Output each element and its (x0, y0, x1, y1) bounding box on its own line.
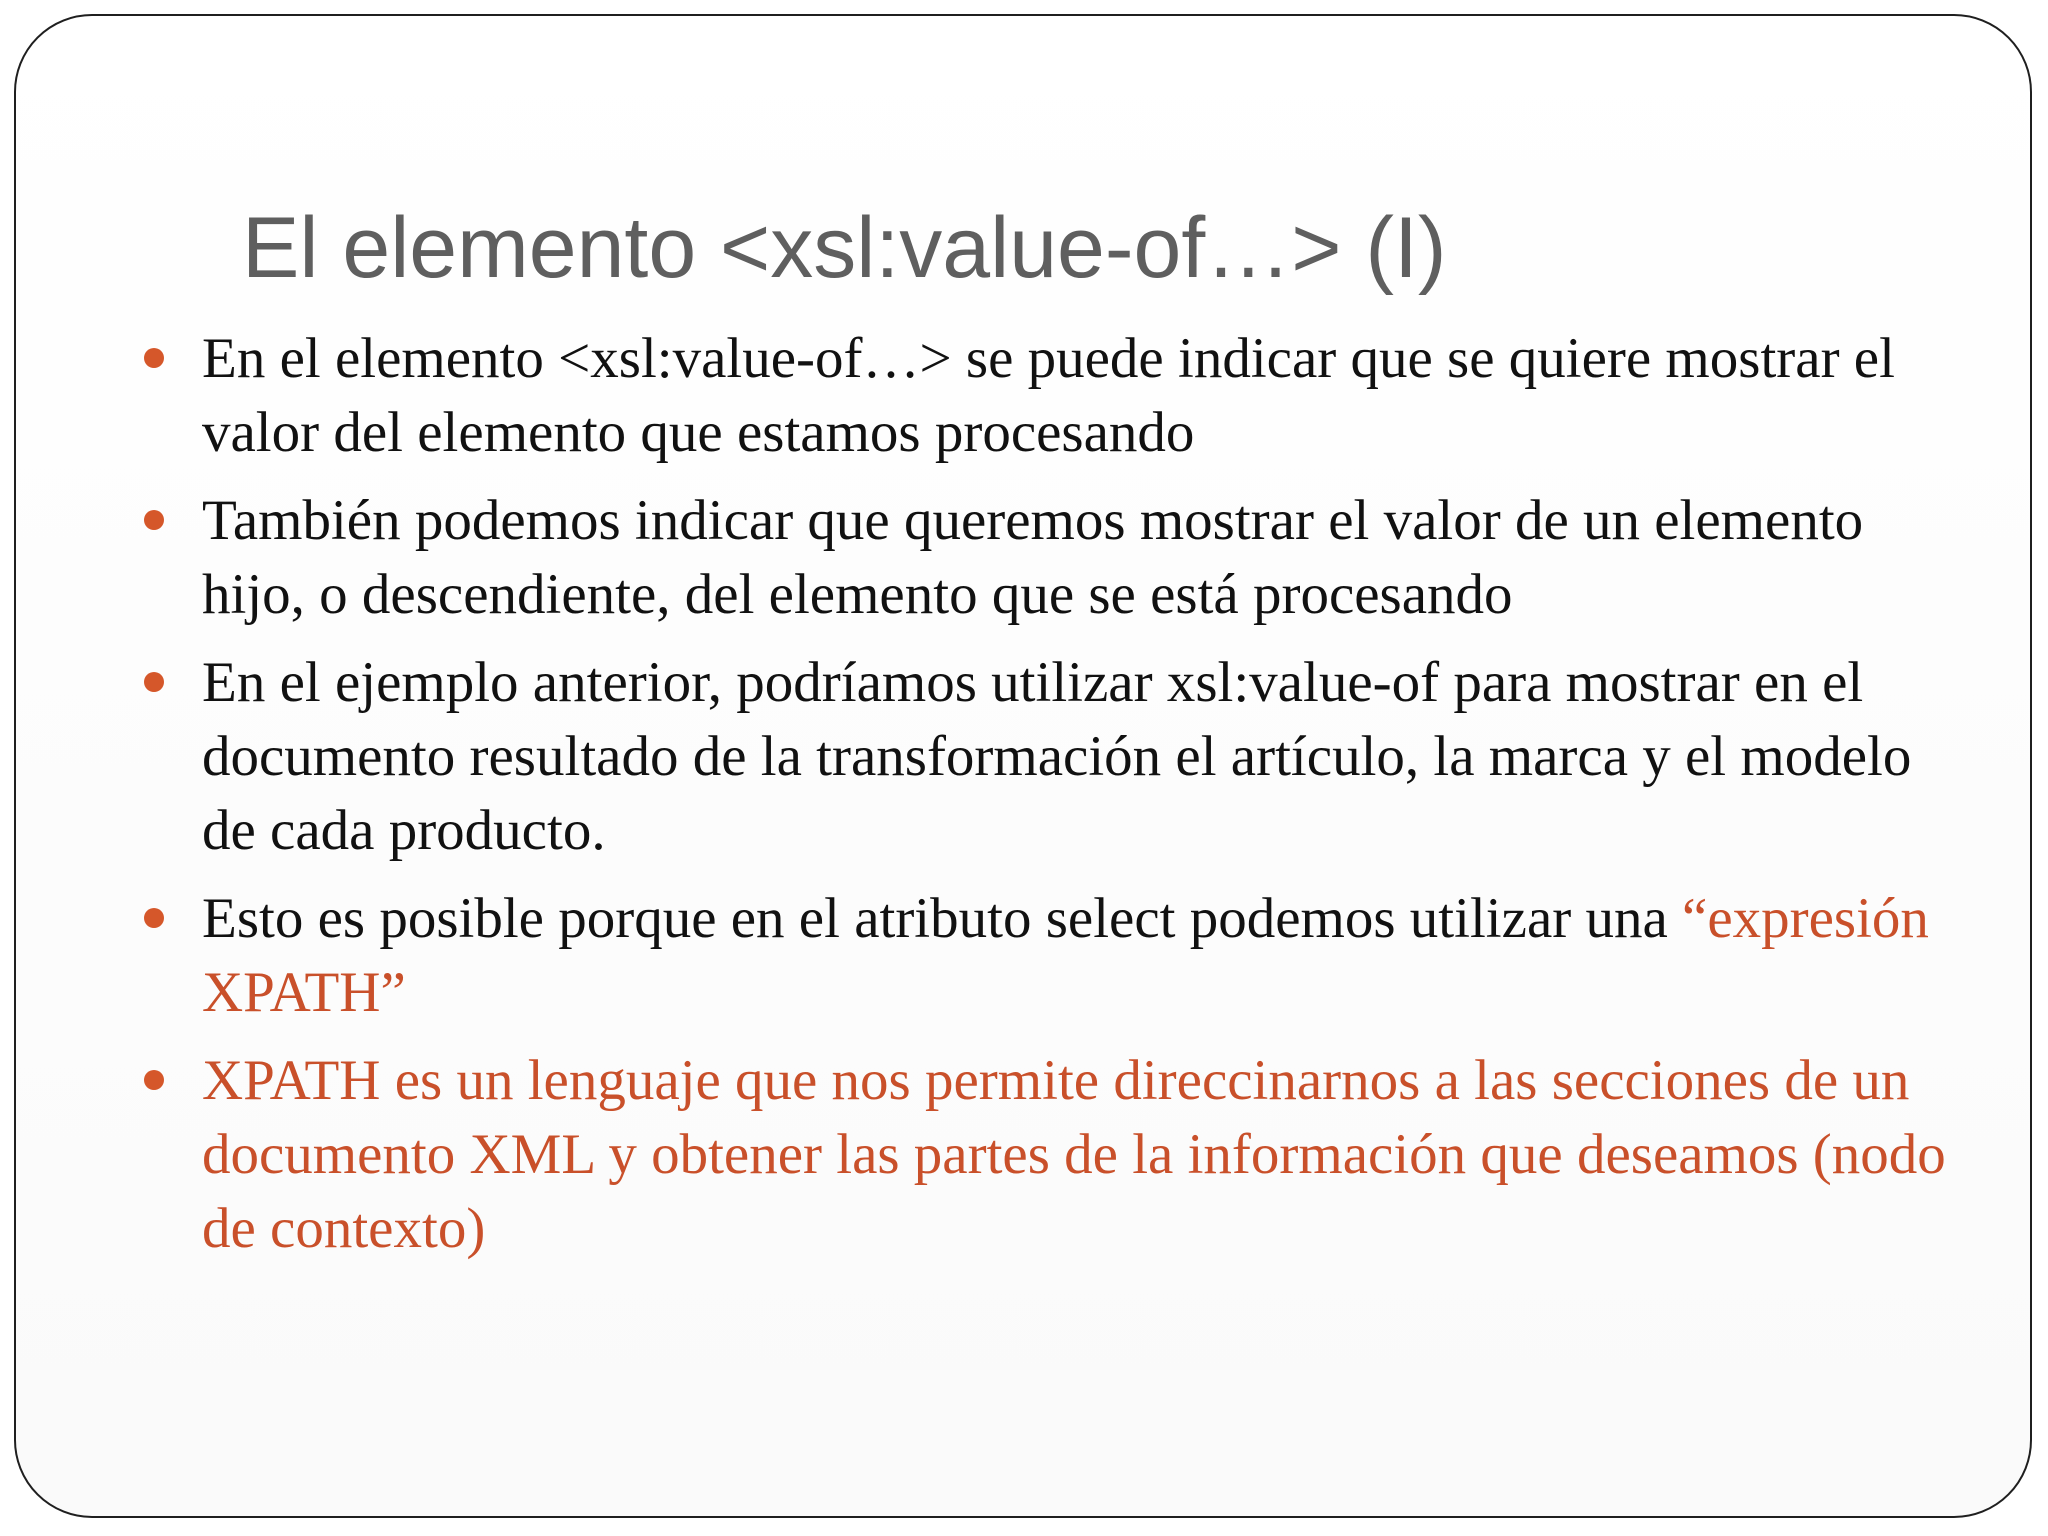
bullet-item-4 (136, 882, 1956, 1030)
bullet-text-1: En el elemento <xsl:value-of…> se puede indicar que se quiere mostrar el valor del elemento que estamos procesando (202, 327, 1895, 464)
bullet-item-5 (136, 1044, 1956, 1266)
slide-frame (14, 14, 2032, 1518)
bullet-item-2 (136, 484, 1956, 632)
bullet-dot-icon (144, 908, 164, 928)
bullet-item-1 (136, 322, 1956, 470)
bullet-dot-icon (144, 672, 164, 692)
bullet-item-3 (136, 646, 1956, 868)
bullet-text-3: En el ejemplo anterior, podríamos utilizar xsl:value-of para mostrar en el documento resultado de la transformación el artículo, la marca y el modelo de cada producto. (202, 651, 1912, 862)
xpath-expression-highlight: “expresión XPATH” (202, 887, 1929, 1024)
bullet-list (136, 322, 1956, 1280)
slide-title: El elemento <xsl:value-of…> (I) (242, 200, 1447, 296)
bullet-dot-icon (144, 1070, 164, 1090)
bullet-text-4 (202, 882, 1956, 1030)
bullet-dot-icon (144, 348, 164, 368)
bullet-text-4-main: Esto es posible porque en el atributo select podemos utilizar una (202, 887, 1683, 950)
bullet-text-2: También podemos indicar que queremos mostrar el valor de un elemento hijo, o descendiente, del elemento que se está procesando (202, 489, 1864, 626)
bullet-text-5: XPATH es un lenguaje que nos permite direccinarnos a las secciones de un documento XML y obtener las partes de la información que deseamos (nodo de contexto) (202, 1049, 1946, 1260)
bullet-dot-icon (144, 510, 164, 530)
